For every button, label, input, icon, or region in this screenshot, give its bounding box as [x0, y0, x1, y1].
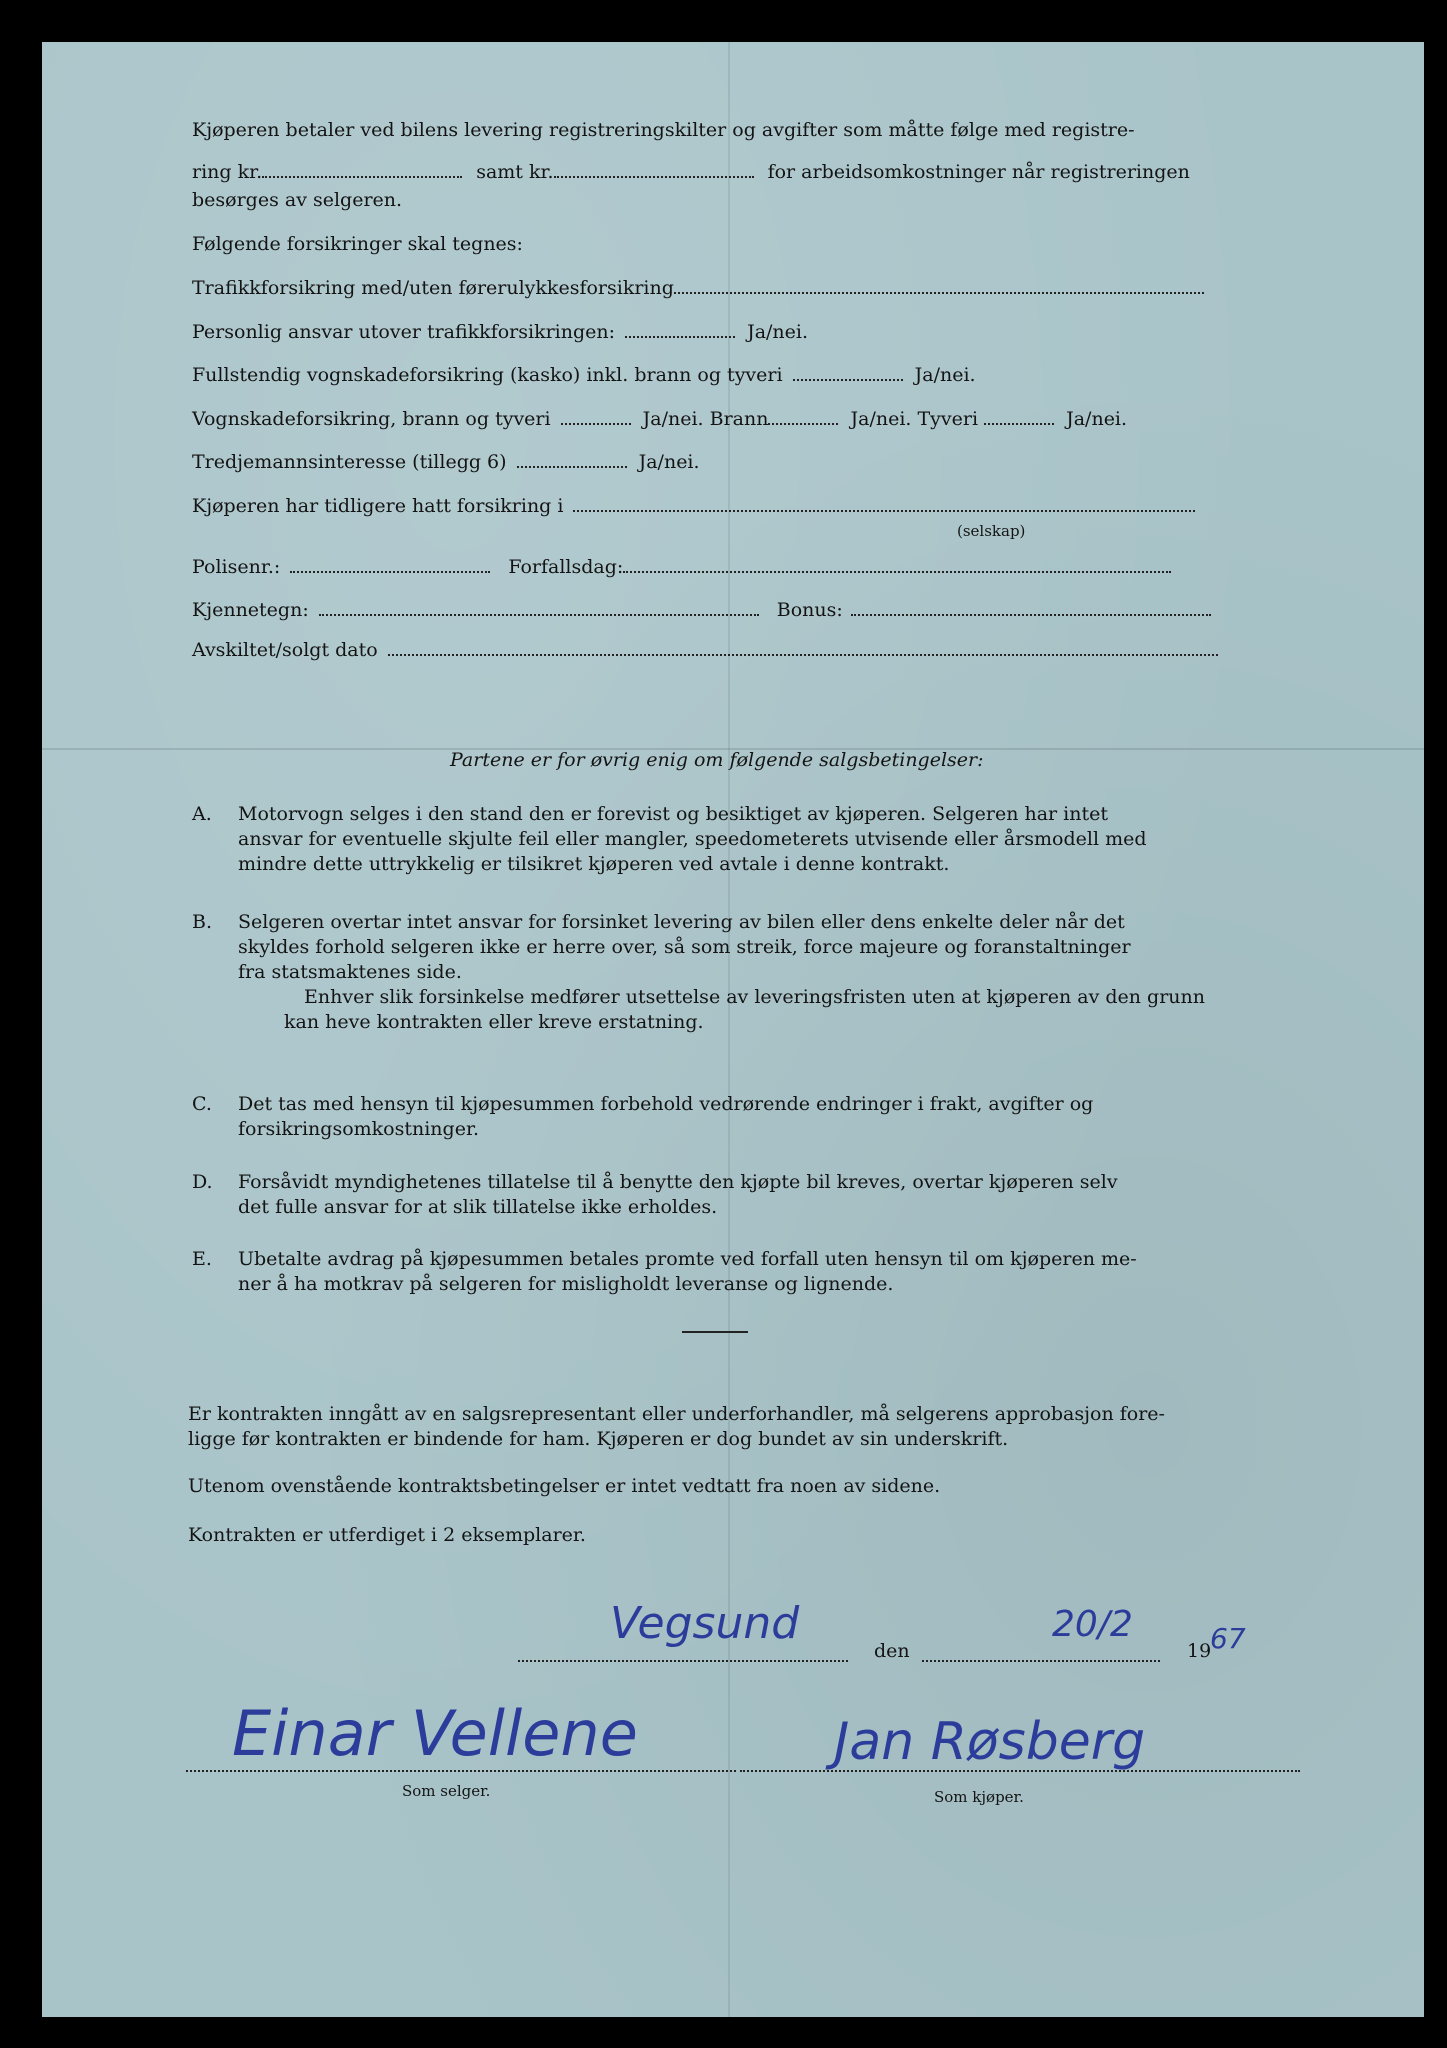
closing-paragraph-2: Utenom ovenstående kontraktsbetingelser er intet vedtatt fra noen av sidene.	[188, 1475, 941, 1497]
previous-insurance-row	[192, 495, 1274, 517]
condition-b-line-3: fra statsmaktenes side.	[238, 961, 462, 983]
date-dotted-line	[922, 1660, 1160, 1662]
condition-d-line-2: det fulle ansvar for at slik tillatelse ikke erholdes.	[238, 1196, 718, 1218]
selskap-caption: (selskap)	[957, 522, 1026, 540]
condition-e-label: E.	[192, 1248, 212, 1270]
den-label: den	[874, 1640, 910, 1662]
place-dotted-line	[518, 1660, 848, 1662]
third-party-label: Tredjemannsinteresse (tillegg 6)	[192, 451, 507, 473]
ring-kr-label: ring kr.	[192, 161, 263, 183]
registration-line-1: Kjøperen betaler ved bilens levering registreringskilter og avgifter som måtte følge med registre-	[192, 119, 1135, 141]
bonus-label: Bonus:	[776, 599, 843, 621]
condition-c	[192, 1092, 1304, 1147]
seller-signature-line	[186, 1770, 736, 1772]
full-coverage-yesno: Ja/nei.	[914, 364, 976, 386]
condition-d	[192, 1170, 1304, 1225]
due-date-label: Forfallsdag:	[508, 556, 624, 578]
samt-kr-label: samt kr.	[476, 161, 554, 183]
policy-row	[192, 556, 1274, 578]
arbeidsomkostninger-label: for arbeidsomkostninger når registreringen	[767, 161, 1190, 183]
previous-insurance-label: Kjøperen har tidligere hatt forsikring i	[192, 495, 564, 517]
condition-b-line-1: Selgeren overtar intet ansvar for forsinket levering av bilen eller dens enkelte deler når det	[238, 911, 1125, 933]
condition-b-line-4: Enhver slik forsinkelse medfører utsettelse av leveringsfristen uten at kjøperen av den grunn	[304, 986, 1206, 1008]
condition-c-label: C.	[192, 1093, 212, 1115]
contract-page	[42, 42, 1424, 2017]
registration-line-3: besørges av selgeren.	[192, 189, 403, 211]
registration-line-2	[192, 161, 1274, 183]
condition-d-label: D.	[192, 1171, 213, 1193]
condition-b-label: B.	[192, 911, 213, 933]
full-coverage-label: Fullstendig vognskadeforsikring (kasko) inkl. brann og tyveri	[192, 364, 783, 386]
deregistered-label: Avskiltet/solgt dato	[192, 639, 378, 661]
conditions-heading: Partene er for øvrig enig om følgende salgsbetingelser:	[450, 749, 984, 771]
third-party-yesno: Ja/nei.	[638, 451, 700, 473]
condition-b-line-2: skyldes forhold selgeren ikke er herre over, så som streik, force majeure og foranstaltninger	[238, 936, 1131, 958]
closing-paragraph-3: Kontrakten er utferdiget i 2 eksemplarer.	[188, 1524, 586, 1546]
vehicle-damage-label: Vognskadeforsikring, brann og tyveri	[192, 408, 551, 430]
insurance-heading: Følgende forsikringer skal tegnes:	[192, 233, 523, 255]
condition-e-line-1: Ubetalte avdrag på kjøpesummen betales promte ved forfall uten hensyn til om kjøperen me-	[238, 1248, 1137, 1270]
deregistered-row	[192, 639, 1274, 661]
closing-paragraph-1	[188, 1402, 1304, 1452]
full-coverage-row	[192, 364, 1274, 386]
condition-d-line-1: Forsåvidt myndighetenes tillatelse til å benytte den kjøpte bil kreves, overtar kjøperen selv	[238, 1171, 1118, 1193]
plate-label: Kjennetegn:	[192, 599, 309, 621]
condition-a-line-3: mindre dette uttrykkelig er tilsikret kjøperen ved avtale i denne kontrakt.	[238, 853, 950, 875]
seller-label: Som selger.	[402, 1782, 491, 1800]
vehicle-damage-theft-label: Ja/nei. Tyveri	[850, 408, 979, 430]
closing-p1-line-2: ligge før kontrakten er bindende for ham. Kjøperen er dog bundet av sin underskrift.	[188, 1428, 1009, 1450]
buyer-signature: Jan Røsberg	[834, 1712, 1146, 1772]
traffic-insurance-label: Trafikkforsikring med/uten førerulykkesforsikring	[192, 277, 674, 299]
plate-bonus-row	[192, 599, 1274, 621]
personal-liability-row	[192, 321, 1274, 343]
place-handwritten: Vegsund	[610, 1598, 800, 1649]
vehicle-damage-row	[192, 408, 1274, 430]
year-prefix: 19	[1187, 1640, 1212, 1662]
condition-e-line-2: ner å ha motkrav på selgeren for misligholdt leveranse og lignende.	[238, 1273, 894, 1295]
policy-number-label: Polisenr.:	[192, 556, 281, 578]
section-divider	[682, 1331, 748, 1333]
condition-c-line-1: Det tas med hensyn til kjøpesummen forbehold vedrørende endringer i frakt, avgifter og	[238, 1093, 1094, 1115]
condition-b-line-5: kan heve kontrakten eller kreve erstatning.	[284, 1011, 704, 1033]
condition-e	[192, 1247, 1304, 1302]
vehicle-damage-yesno: Ja/nei.	[1066, 408, 1128, 430]
buyer-label: Som kjøper.	[934, 1788, 1024, 1806]
traffic-insurance-row	[192, 277, 1274, 299]
personal-liability-label: Personlig ansvar utover trafikkforsikringen:	[192, 321, 616, 343]
date-handwritten: 20/2	[1052, 1604, 1133, 1645]
year-handwritten: 67	[1210, 1622, 1246, 1655]
condition-a-label: A.	[192, 803, 212, 825]
vehicle-damage-fire-label: Ja/nei. Brann	[642, 408, 769, 430]
condition-a-line-2: ansvar for eventuelle skjulte feil eller mangler, speedometerets utvisende eller årsmodell med	[238, 828, 1147, 850]
condition-b	[192, 910, 1304, 1040]
third-party-row	[192, 451, 1274, 473]
closing-p1-line-1: Er kontrakten inngått av en salgsrepresentant eller underforhandler, må selgerens approbasjon fore-	[188, 1403, 1165, 1425]
condition-c-line-2: forsikringsomkostninger.	[238, 1118, 479, 1140]
condition-a	[192, 802, 1304, 882]
personal-liability-yesno: Ja/nei.	[747, 321, 809, 343]
seller-signature: Einar Vellene	[232, 1697, 638, 1770]
condition-a-line-1: Motorvogn selges i den stand den er forevist og besiktiget av kjøperen. Selgeren har intet	[238, 803, 1109, 825]
